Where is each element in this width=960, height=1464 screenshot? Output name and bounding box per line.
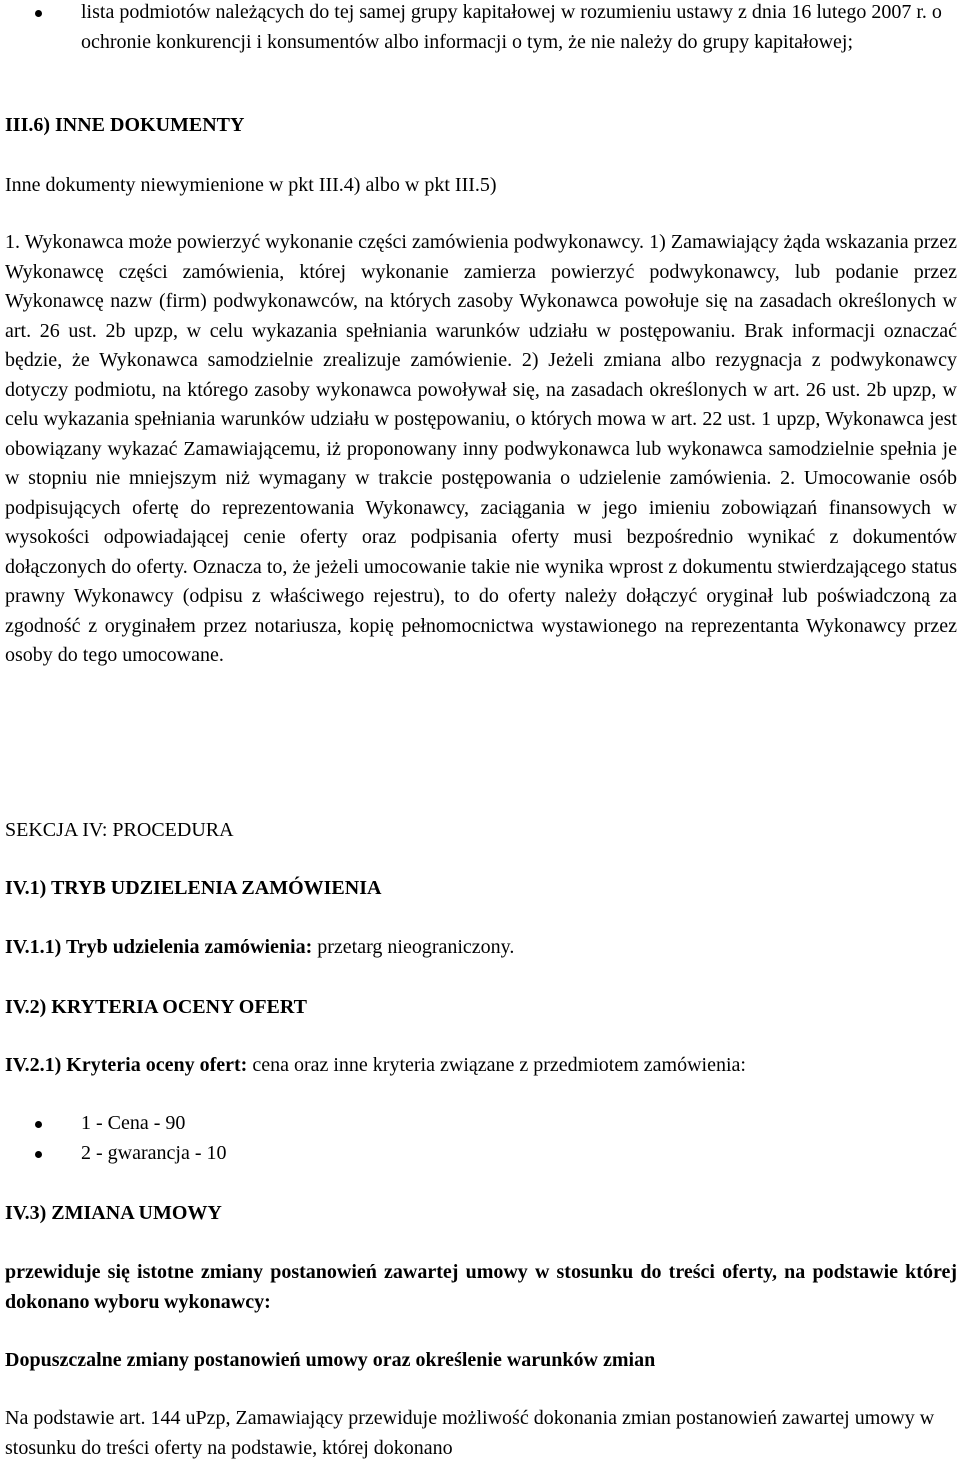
iv11-label: IV.1.1) Tryb udzielenia zamówienia: xyxy=(5,936,313,958)
bullet-icon xyxy=(35,10,42,17)
bullet-icon xyxy=(35,1121,42,1128)
iv3-subheading: Dopuszczalne zmiany postanowień umowy oraz określenie warunków zmian xyxy=(5,1349,656,1371)
iv21-label: IV.2.1) Kryteria oceny ofert: xyxy=(5,1054,248,1076)
iv21-line xyxy=(5,1051,957,1081)
bullet-icon xyxy=(35,1151,42,1158)
criterion-item: 1 - Cena - 90 xyxy=(81,1112,186,1134)
iv11-value: przetarg nieograniczony. xyxy=(312,936,515,958)
section-subheading-iii6: Inne dokumenty niewymienione w pkt III.4) albo w pkt III.5) xyxy=(5,174,497,196)
section-heading-iii6: III.6) INNE DOKUMENTY xyxy=(5,114,245,136)
criterion-item: 2 - gwarancja - 10 xyxy=(81,1142,227,1164)
iv3-bold-statement: przewiduje się istotne zmiany postanowień zawartej umowy w stosunku do treści oferty, na podstawie której dokonano wyboru wykonawcy: xyxy=(5,1261,957,1313)
iv3-body: Na podstawie art. 144 uPzp, Zamawiający przewiduje możliwość dokonania zmian postanowień zawartej umowy w stosunku do treści oferty na podstawie, której dokonano xyxy=(5,1407,935,1459)
section-iv-title: SEKCJA IV: PROCEDURA xyxy=(5,819,234,841)
iv3-heading: IV.3) ZMIANA UMOWY xyxy=(5,1202,222,1224)
top-bullet-text: lista podmiotów należących do tej samej grupy kapitałowej w rozumieniu ustawy z dnia 16 lutego 2007 r. o ochronie konkurencji i konsumentów albo informacji o tym, że nie należy do grupy kapitałowej; xyxy=(81,1,942,53)
iv2-heading: IV.2) KRYTERIA OCENY OFERT xyxy=(5,996,307,1018)
iv11-line xyxy=(5,933,957,963)
section-body-iii6: 1. Wykonawca może powierzyć wykonanie części zamówienia podwykonawcy. 1) Zamawiający żąda wskazania przez Wykonawcę części zamówienia, której wykonanie zamierza powierzyć podwykonawcy, lub podanie przez Wykonawcę nazw (firm) podwykonawców, na których zasoby Wykonawca powołuje się na zasadach określonych w art. 26 ust. 2b upzp, w celu wykazania spełniania warunków udziału w postępowaniu. Brak informacji oznaczać będzie, że Wykonawca samodzielnie zrealizuje zamówienie. 2) Jeżeli zmiana albo rezygnacja z podwykonawcy dotyczy podmiotu, na którego zasoby wykonawca powoływał się, na zasadach określonych w art. 26 ust. 2b upzp, w celu wykazania spełniania warunków udziału w postępowaniu, o których mowa w art. 22 ust. 1 upzp, Wykonawca jest obowiązany wykazać Zamawiającemu, iż proponowany inny podwykonawca lub wykonawca samodzielnie spełnia je w stopniu nie mniejszym niż wymagany w trakcie postępowania o udzielenie zamówienia. 2. Umocowanie osób podpisujących ofertę do reprezentowania Wykonawcy, zaciągania w jego imieniu zobowiązań finansowych w wysokości odpowiadającej cenie oferty oraz podpisania oferty musi bezpośrednio wynikać z dokumentów dołączonych do oferty. Oznacza to, że jeżeli umocowanie takie nie wynika wprost z dokumentu stwierdzającego status prawny Wykonawcy (odpisu z właściwego rejestru), to do oferty należy dołączyć oryginał lub poświadczoną za zgodność z oryginałem przez notariusza, kopię pełnomocnictwa wystawionego na reprezentanta Wykonawcy przez osoby do tego umocowane. xyxy=(5,231,957,666)
iv21-value: cena oraz inne kryteria związane z przedmiotem zamówienia: xyxy=(247,1054,746,1076)
iv1-heading: IV.1) TRYB UDZIELENIA ZAMÓWIENIA xyxy=(5,877,382,899)
